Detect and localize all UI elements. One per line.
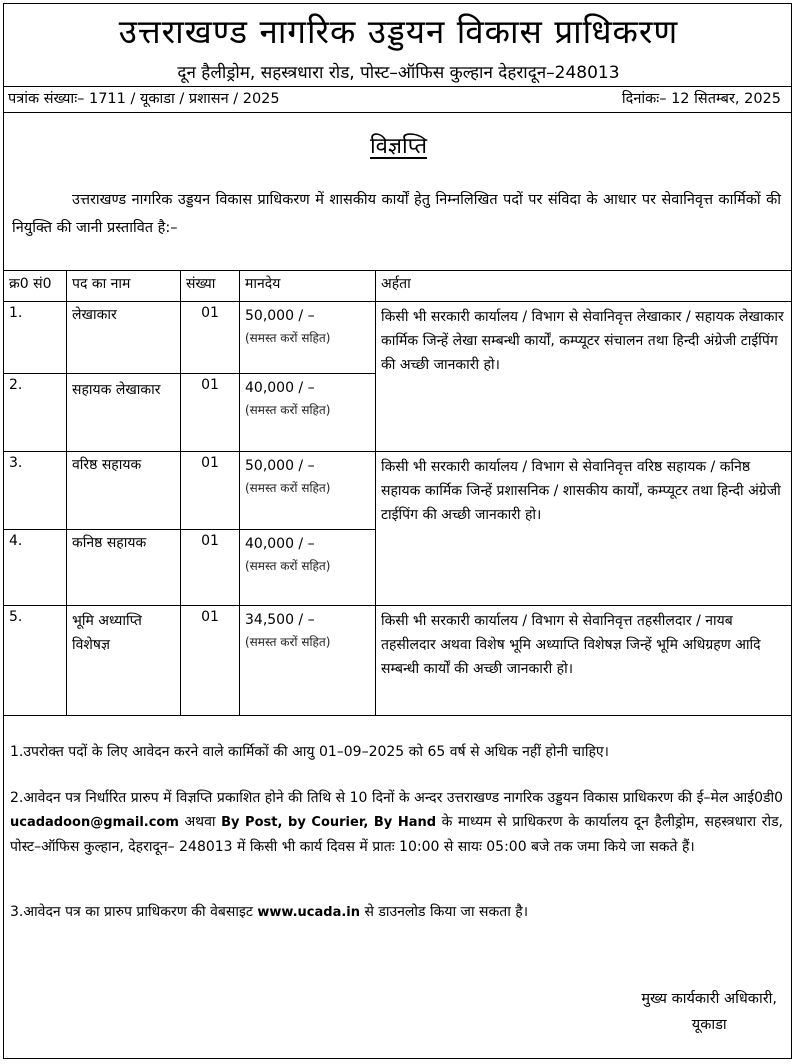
notice-title: विज्ञप्ति bbox=[369, 134, 428, 159]
reference-divider bbox=[3, 112, 792, 113]
note-1: 1.उपरोक्त पदों के लिए आवेदन करने वाले कार्मिकों की आयु 01–09–2025 को 65 वर्ष से अधिक नहीं होनी चाहिए। bbox=[10, 744, 609, 760]
eligibility-cell: किसी भी सरकारी कार्यालय / विभाग से सेवानिवृत्त लेखाकार / सहायक लेखाकार कार्मिक जिन्हें लेखा सम्बन्धी कार्यों, कम्प्यूटर संचालन तथा हिन्दी अंग्रेजी टाईपिंग की अच्छी जानकारी हो। bbox=[376, 302, 792, 452]
signatory-org: यूकाडा bbox=[691, 1017, 727, 1033]
row-post: कनिष्ठ सहायक bbox=[67, 530, 181, 606]
row-post: लेखाकार bbox=[67, 302, 181, 374]
row-post: वरिष्ठ सहायक bbox=[67, 452, 181, 530]
eligibility-cell: किसी भी सरकारी कार्यालय / विभाग से सेवानिवृत्त वरिष्ठ सहायक / कनिष्ठ सहायक कार्मिक जिन्हें प्रशासनिक / शासकीय कार्यों, कम्प्यूटर तथा हिन्दी अंग्रेजी टाईपिंग की अच्छी जानकारी हो। bbox=[376, 452, 792, 606]
row-post: सहायक लेखाकार bbox=[67, 374, 181, 452]
row-serial: 1. bbox=[4, 302, 67, 374]
row-count: 01 bbox=[181, 302, 240, 374]
row-serial: 2. bbox=[4, 374, 67, 452]
signatory-designation: मुख्य कार्यकारी अधिकारी, bbox=[641, 991, 777, 1007]
row-salary: 50,000 / – (समस्त करों सहित) bbox=[240, 302, 376, 374]
eligibility-cell: किसी भी सरकारी कार्यालय / विभाग से सेवानिवृत्त तहसीलदार / नायब तहसीलदार अथवा विशेष भूमि अध्याप्ति विशेषज्ञ जिन्हें भूमि अधिग्रहण आदि सम्बन्धी कार्यों की अच्छी जानकारी हो। bbox=[376, 606, 792, 716]
row-salary: 34,500 / – (समस्त करों सहित) bbox=[240, 606, 376, 716]
signature-block bbox=[641, 986, 777, 1038]
website-link[interactable]: www.ucada.in bbox=[257, 905, 360, 920]
row-salary: 40,000 / – (समस्त करों सहित) bbox=[240, 374, 376, 452]
row-serial: 5. bbox=[4, 606, 67, 716]
header-divider bbox=[3, 86, 792, 87]
table-row bbox=[4, 302, 792, 374]
note-3: 3.आवेदन पत्र का प्रारुप प्राधिकरण की वेबसाइट www.ucada.in से डाउनलोड किया जा सकता है। bbox=[10, 904, 529, 920]
table-row bbox=[4, 606, 792, 716]
notice-intro: उत्तराखण्ड नागरिक उड्डयन विकास प्राधिकरण में शासकीय कार्यों हेतु निम्नलिखित पदों पर संविदा के आधार पर सेवानिवृत्त कार्मिकों की नियुक्ति की जानी प्रस्तावित है:– bbox=[12, 192, 781, 236]
note-2: 2.आवेदन पत्र निर्धारित प्रारुप में विज्ञप्ति प्रकाशित होने की तिथि से 10 दिनों के अन्दर उत्तराखण्ड नागरिक उड्डयन विकास प्राधिकरण की ई–मेल आई0डी0 ucadadoon@gmail.com अथवा By Post, by Courier, By Hand के माध्यम से प्राधिकरण के कार्यालय दून हैलीड्रोम, सहस्त्रधारा रोड, पोस्ट–ऑफिस कुल्हान, देहरादून– 248013 में किसी भी कार्य दिवस में प्रातः 10:00 से सायः 05:00 बजे तक जमा किये जा सकते हैं। bbox=[10, 790, 784, 855]
letter-date: दिनांकः– 12 सितम्बर, 2025 bbox=[621, 91, 781, 107]
table-row bbox=[4, 452, 792, 530]
contact-email: ucadadoon@gmail.com bbox=[10, 815, 179, 830]
col-eligibility: अर्हता bbox=[376, 271, 792, 302]
organization-name: उत्तराखण्ड नागरिक उड्डयन विकास प्राधिकरण bbox=[118, 12, 679, 51]
row-count: 01 bbox=[181, 530, 240, 606]
row-salary: 40,000 / – (समस्त करों सहित) bbox=[240, 530, 376, 606]
col-post: पद का नाम bbox=[67, 271, 181, 302]
row-count: 01 bbox=[181, 452, 240, 530]
row-count: 01 bbox=[181, 374, 240, 452]
reference-row bbox=[8, 88, 781, 108]
letter-number: पत्रांक संख्याः– 1711 / यूकाडा / प्रशासन / 2025 bbox=[8, 91, 280, 107]
row-salary: 50,000 / – (समस्त करों सहित) bbox=[240, 452, 376, 530]
row-serial: 3. bbox=[4, 452, 67, 530]
table-header-row bbox=[4, 271, 792, 302]
row-count: 01 bbox=[181, 606, 240, 716]
row-serial: 4. bbox=[4, 530, 67, 606]
organization-address: दून हैलीड्रोम, सहस्त्रधारा रोड, पोस्ट–ऑफिस कुल्हान देहरादून–248013 bbox=[177, 63, 620, 83]
col-count: संख्या bbox=[181, 271, 240, 302]
posts-table bbox=[3, 270, 792, 716]
col-serial: क्र0 सं0 bbox=[4, 271, 67, 302]
row-post: भूमि अध्याप्ति विशेषज्ञ bbox=[67, 606, 181, 716]
submission-modes: By Post, by Courier, By Hand bbox=[221, 815, 437, 830]
col-salary: मानदेय bbox=[240, 271, 376, 302]
